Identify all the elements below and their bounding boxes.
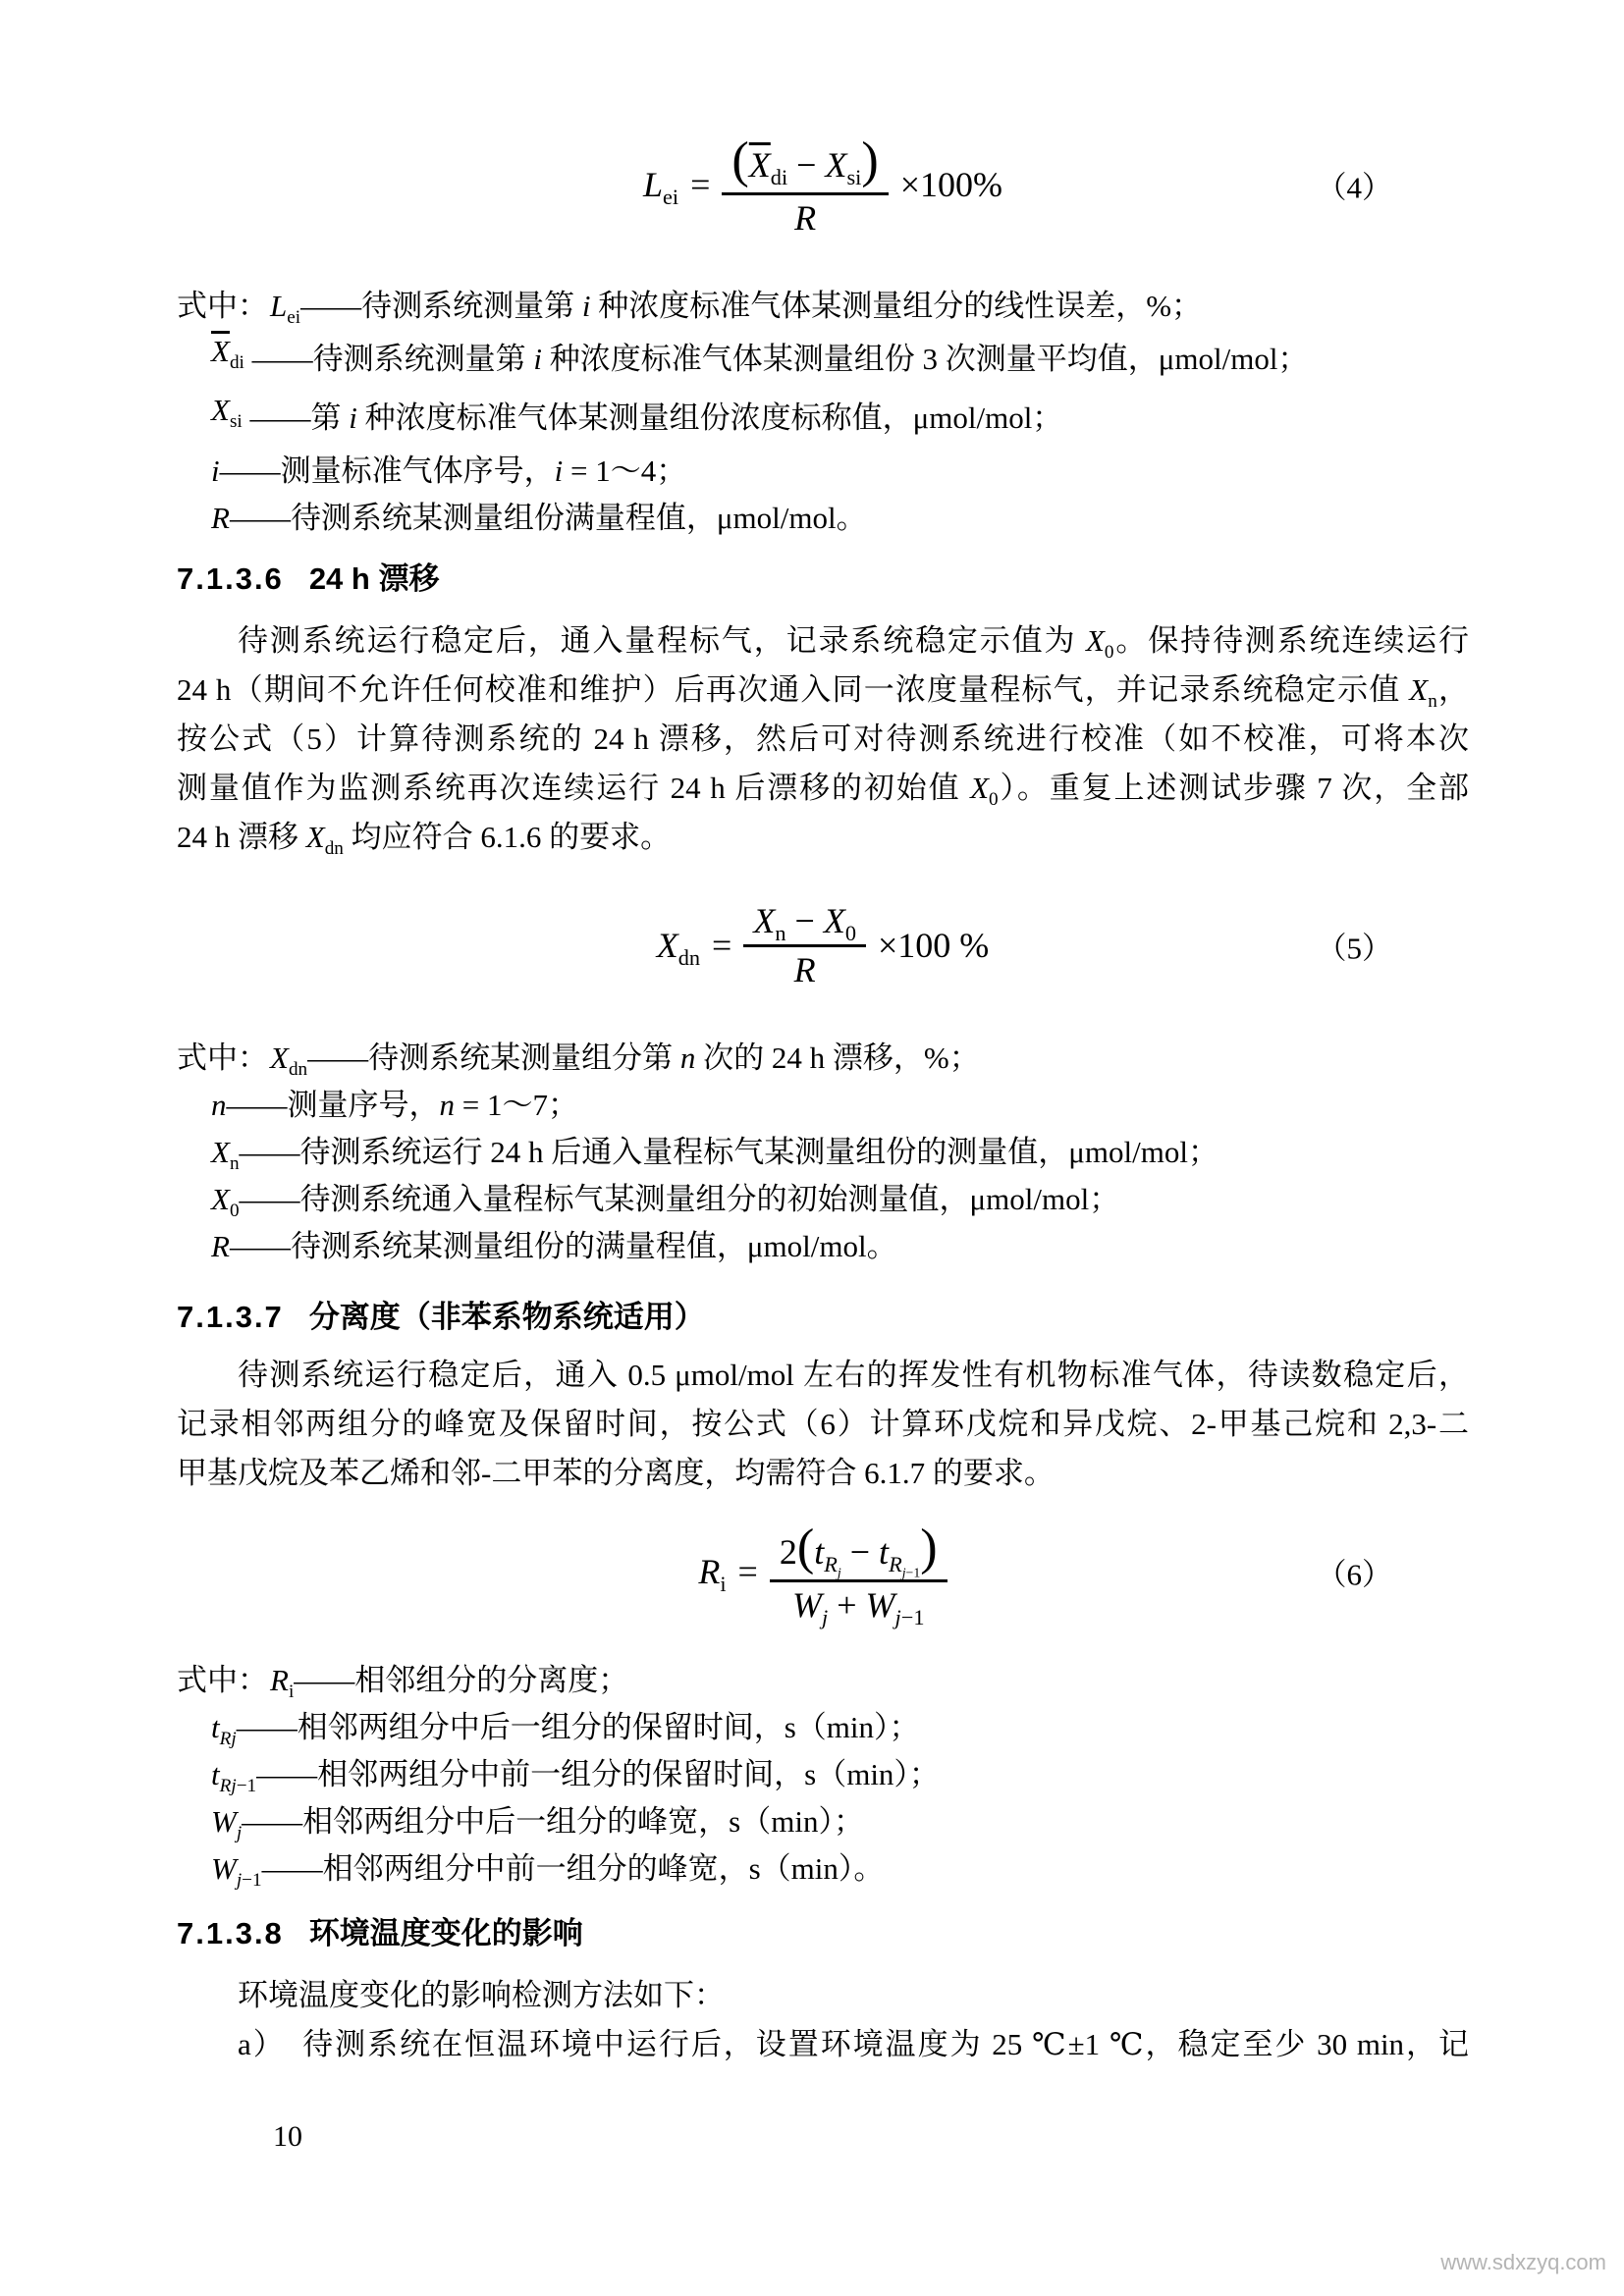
- definition-text: ——待测系统某测量组份满量程值，μmol/mol。: [229, 501, 867, 535]
- definition-line: [177, 1704, 1469, 1751]
- section-title: 环境温度变化的影响: [308, 1916, 583, 1950]
- symbol: R: [211, 1229, 230, 1263]
- equation-4-body: [643, 131, 1002, 239]
- section-heading-7-1-3-7: [177, 1294, 1469, 1341]
- symbol: i: [211, 454, 220, 488]
- equals-sign: =: [737, 1552, 758, 1591]
- definition-text: ——相邻组分的分离度；: [294, 1663, 629, 1697]
- watermark: www.sdxzyq.com: [1440, 2250, 1606, 2274]
- definition-line: [177, 1129, 1469, 1176]
- equation-6-lhs: $R_i$: [698, 1552, 727, 1597]
- definition-line: [177, 1176, 1469, 1223]
- paragraph-line: 24 h（期间不允许任何校准和维护）后再次通入同一浓度量程标气，并记录系统稳定示值 $X_n$，: [177, 672, 1470, 713]
- symbol: $X_{dn}$: [270, 1041, 308, 1081]
- equation-5-lhs: $X_{dn}$: [656, 926, 701, 971]
- symbol: $R_i$: [270, 1663, 295, 1703]
- equation-5-tail: ×100 %: [877, 926, 990, 965]
- definition-line: [177, 330, 1469, 389]
- denominator: R: [743, 944, 866, 990]
- symbol: $X_n$: [211, 1135, 240, 1175]
- fraction: [743, 900, 866, 990]
- definition-line: [177, 283, 1469, 330]
- equals-sign: =: [690, 165, 711, 204]
- denominator: $W_j + W_{j-1}$: [770, 1579, 947, 1626]
- definition-text: ——相邻两组分中前一组分的保留时间，s（min）；: [256, 1757, 940, 1791]
- definition-text: ——待测系统某测量组分第 n 次的 24 h 漂移，%；: [307, 1041, 980, 1075]
- symbol: R: [211, 501, 230, 535]
- definition-list-eq6: [177, 1657, 1469, 1893]
- definition-line: [177, 1845, 1469, 1893]
- equation-4-number: （4）: [1316, 170, 1392, 205]
- where-label: 式中：: [177, 1041, 268, 1075]
- definition-line: [177, 448, 1469, 495]
- definition-line: [177, 1082, 1469, 1129]
- definition-list-eq5: [177, 1035, 1469, 1270]
- definition-text: ——测量序号，n = 1～7；: [226, 1088, 578, 1122]
- definition-line: [177, 1751, 1469, 1798]
- equation-5-number: （5）: [1316, 931, 1392, 966]
- section-title: 24 h 漂移: [308, 561, 440, 596]
- equation-4: [177, 106, 1469, 263]
- paragraph-temperature-intro: 环境温度变化的影响检测方法如下：: [238, 1978, 725, 2012]
- paragraph-line: 记录相邻两组分的峰宽及保留时间，按公式（6）计算环戊烷和异戊烷、2-甲基己烷和 2,3-二: [177, 1407, 1469, 1441]
- paragraph-line: 待测系统运行稳定后，通入量程标气，记录系统稳定示值为 $X_0$。保持待测系统连续运行: [238, 623, 1469, 664]
- definition-line: [177, 1657, 1469, 1704]
- symbol: $W_{j-1}$: [211, 1851, 262, 1892]
- page-number: 10: [273, 2120, 302, 2153]
- definition-text: ——待测系统某测量组份的满量程值，μmol/mol。: [229, 1229, 897, 1263]
- definition-text: ——相邻两组分中后一组分的保留时间，s（min）；: [236, 1710, 920, 1744]
- symbol: $t_{Rj}$: [211, 1710, 237, 1750]
- where-label: 式中：: [177, 1663, 268, 1697]
- paragraph-line: 待测系统运行稳定后，通入 0.5 μmol/mol 左右的挥发性有机物标准气体，待读数稳定后，: [238, 1358, 1469, 1392]
- equation-4-tail: ×100%: [899, 165, 1003, 204]
- equation-5-body: [657, 900, 990, 990]
- equation-4-lhs: $L_{ei}$: [642, 165, 679, 210]
- page-content: [177, 0, 1469, 2069]
- definition-text: ——测量标准气体序号，i = 1～4；: [219, 454, 687, 488]
- definition-line: [177, 1223, 1469, 1270]
- definition-text: ——待测系统测量第 i 种浓度标准气体某测量组分的线性误差，%；: [300, 289, 1203, 323]
- section-number: 7.1.3.7: [177, 1300, 284, 1334]
- symbol: $X_0$: [211, 1182, 240, 1222]
- definition-text: ——待测系统测量第 i 种浓度标准气体某测量组份 3 次测量平均值，μmol/mol；: [244, 342, 1309, 376]
- fraction: [770, 1518, 947, 1630]
- symbol: $W_j$: [211, 1804, 243, 1844]
- definition-line: [177, 389, 1469, 448]
- symbol: n: [211, 1088, 227, 1122]
- definition-text: ——相邻两组分中后一组分的峰宽，s（min）；: [242, 1804, 864, 1839]
- section-heading-7-1-3-6: [177, 556, 1469, 603]
- section-title: 分离度（非苯系物系统适用）: [308, 1300, 705, 1334]
- symbol: $L_{ei}$: [270, 289, 301, 329]
- definition-line: [177, 1035, 1469, 1082]
- section-number: 7.1.3.6: [177, 561, 284, 596]
- definition-list-eq4: [177, 283, 1469, 542]
- section-number: 7.1.3.8: [177, 1916, 284, 1950]
- definition-text: ——待测系统运行 24 h 后通入量程标气某测量组份的测量值，μmol/mol；: [239, 1135, 1218, 1169]
- paragraph-line: 按公式（5）计算待测系统的 24 h 漂移，然后可对待测系统进行校准（如不校准，可将本次: [177, 721, 1469, 756]
- paragraph-resolution: [177, 1351, 1469, 1498]
- fraction: [722, 131, 888, 239]
- definition-line: [177, 495, 1469, 542]
- equation-5: [177, 872, 1469, 1019]
- paragraph-drift: [177, 616, 1469, 862]
- equation-6: [177, 1498, 1469, 1645]
- section-heading-7-1-3-8: [177, 1910, 1469, 1957]
- definition-text: ——待测系统通入量程标气某测量组分的初始测量值，μmol/mol；: [239, 1182, 1120, 1216]
- equation-6-number: （6）: [1316, 1557, 1392, 1592]
- symbol: $X_{si}$: [211, 393, 243, 433]
- list-item-a: a） 待测系统在恒温环境中运行后，设置环境温度为 25 ℃±1 ℃，稳定至少 30 min，记: [238, 2027, 1469, 2061]
- symbol: $\overline{X}_{di}$: [211, 334, 244, 374]
- numerator: $(\overline{X}_{di} - X_{si})$: [731, 132, 879, 190]
- definition-text: ——第 i 种浓度标准气体某测量组份浓度标称值，μmol/mol；: [242, 400, 1063, 435]
- definition-text: ——相邻两组分中前一组分的峰宽，s（min）。: [261, 1851, 885, 1886]
- numerator: $X_n - X_0$: [753, 901, 856, 946]
- paragraph-line: 测量值作为监测系统再次连续运行 24 h 后漂移的初始值 $X_0$）。重复上述测试步骤 7 次，全部: [177, 771, 1470, 811]
- paragraph-line: 24 h 漂移 $X_{dn}$ 均应符合 6.1.6 的要求。: [177, 820, 672, 860]
- denominator: R: [722, 192, 888, 239]
- definition-line: [177, 1798, 1469, 1845]
- numerator: $2(t_{R_j} - t_{R_{j-1}})$: [779, 1519, 938, 1580]
- symbol: $t_{Rj-1}$: [211, 1757, 257, 1797]
- paragraph-line: 甲基戊烷及苯乙烯和邻-二甲苯的分离度，均需符合 6.1.7 的要求。: [177, 1456, 1055, 1490]
- where-label: 式中：: [177, 289, 268, 323]
- equation-6-body: [698, 1518, 947, 1630]
- equals-sign: =: [712, 926, 732, 965]
